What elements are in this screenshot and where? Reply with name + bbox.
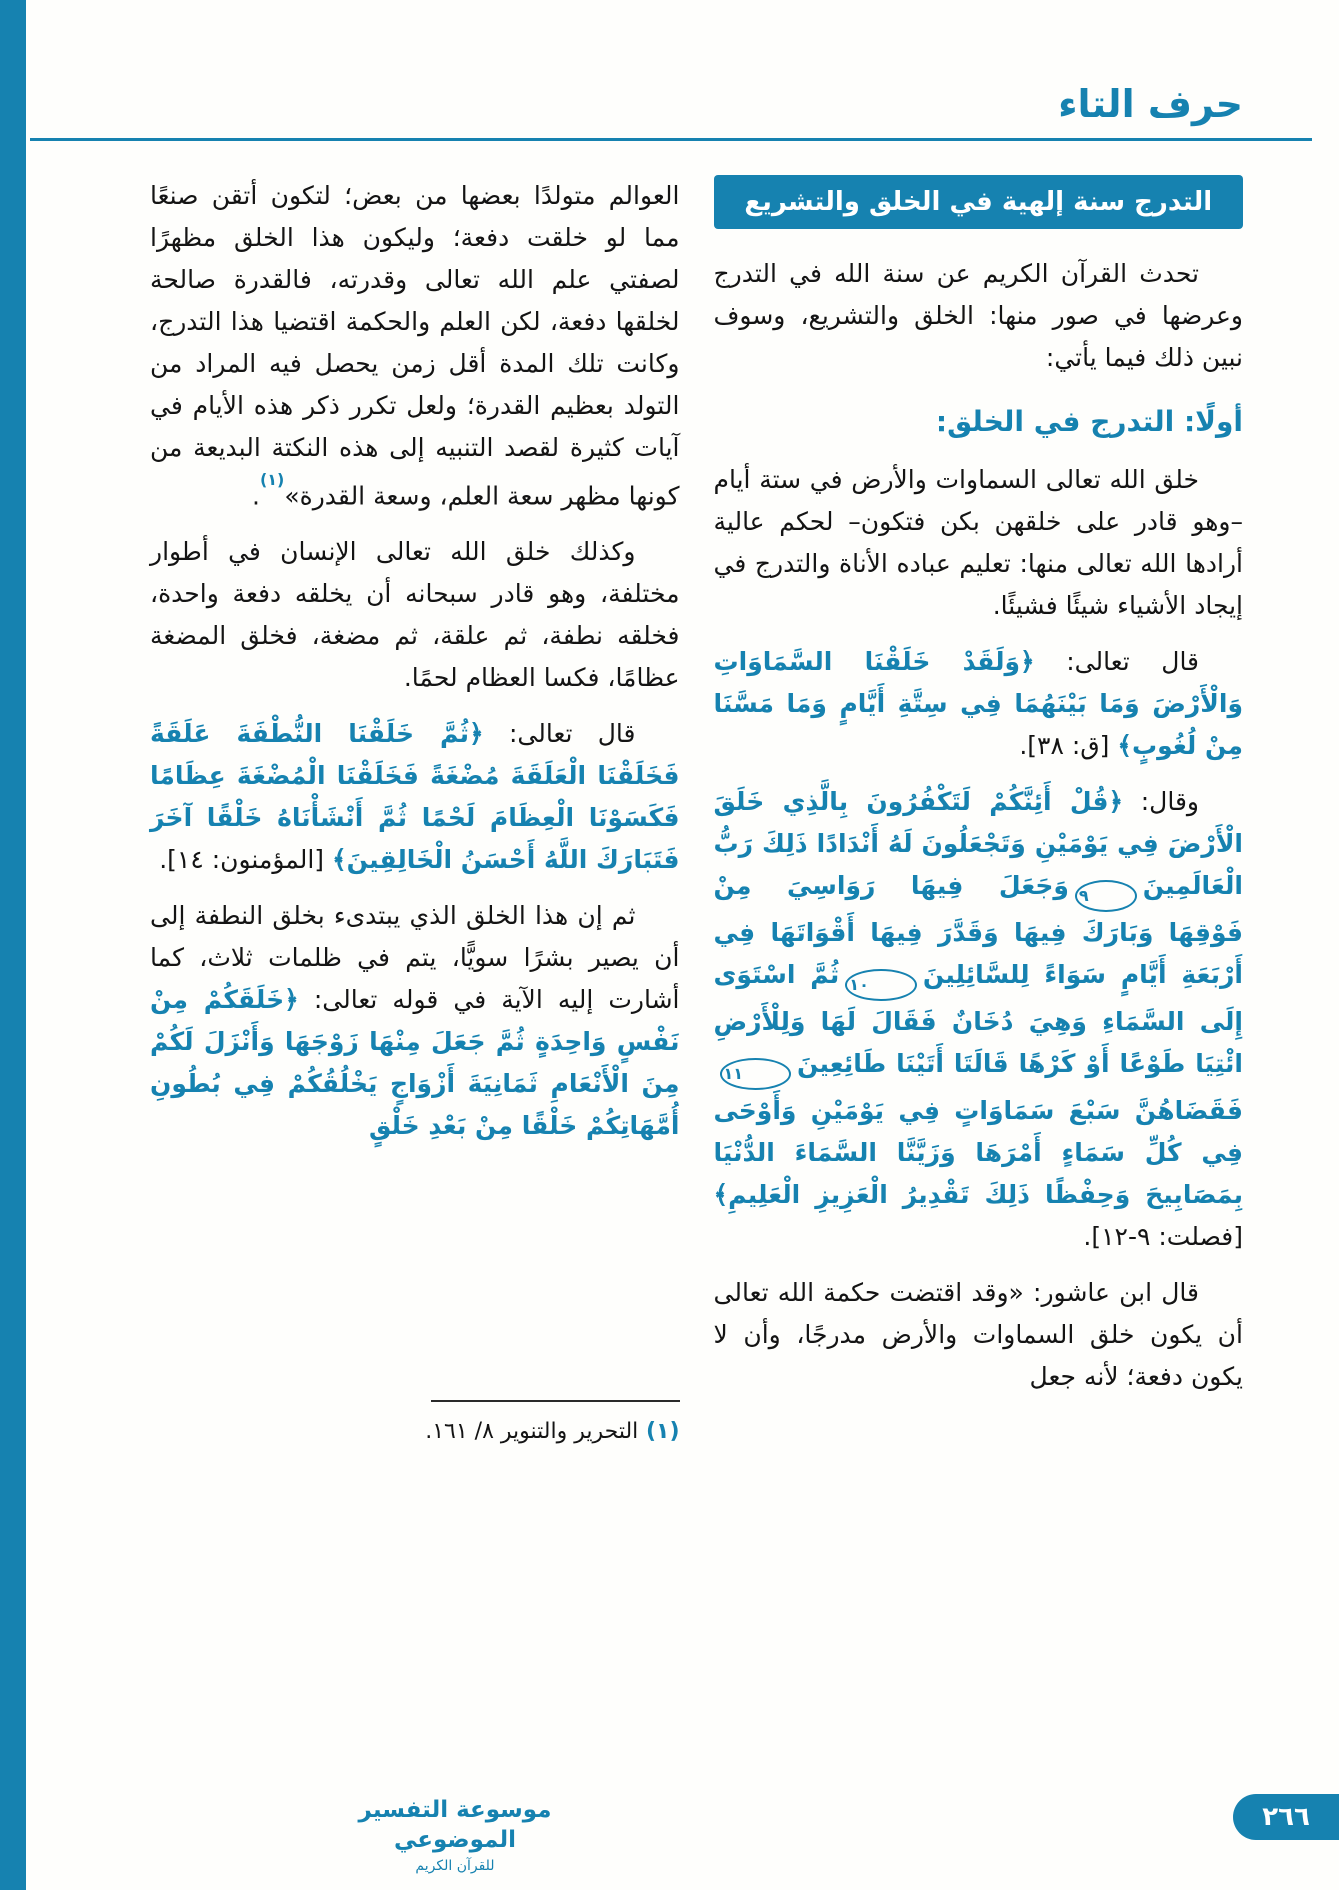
footnote-reference-marker: (١) xyxy=(259,470,285,489)
quran-text: ﴿قُلْ أَئِنَّكُمْ لَتَكْفُرُونَ بِالَّذِي خَلَقَ الْأَرْضَ فِي يَوْمَيْنِ وَتَجْعَلُونَ لَهُ أَنْدَادًا ذَلِكَ رَبُّ الْعَالَمِينَ xyxy=(713,787,1243,900)
verse-paragraph-fussilat xyxy=(714,781,1244,1258)
quran-text: ثُمَّ اسْتَوَى إِلَى السَّمَاءِ وَهِيَ دُخَانٌ فَقَالَ لَهَا وَلِلْأَرْضِ ائْتِيَا طَوْعًا أَوْ كَرْهًا قَالَتَا أَتَيْنَا طَائِعِينَ xyxy=(713,960,1243,1078)
quran-text: ﴿ثُمَّ خَلَقْنَا النُّطْفَةَ عَلَقَةً فَخَلَقْنَا الْعَلَقَةَ مُضْغَةً فَخَلَقْنَا الْمُضْغَةَ عِظَامًا فَكَسَوْنَا الْعِظَامَ لَحْمًا ثُمَّ أَنْشَأْنَاهُ خَلْقًا آخَرَ فَتَبَارَكَ اللَّهُ أَحْسَنُ الْخَالِقِينَ﴾ xyxy=(150,719,680,875)
column-left xyxy=(150,175,680,1450)
ayah-number-badge: ١٠ xyxy=(845,969,917,1001)
footnote-area xyxy=(150,1380,680,1450)
quran-text: ﴿وَلَقَدْ خَلَقْنَا السَّمَاوَاتِ وَالْأَرْضَ وَمَا بَيْنَهُمَا فِي سِتَّةِ أَيَّامٍ وَمَا مَسَّنَا مِنْ لُغُوبٍ﴾ xyxy=(713,647,1243,760)
page-number: ٢٦٦ xyxy=(1262,1802,1310,1832)
section-title: التدرج سنة إلهية في الخلق والتشريع xyxy=(744,187,1213,217)
paragraph-lead-text: ثم إن هذا الخلق الذي يبتدىء بخلق النطفة إلى أن يصير بشرًا سويًّا، يتم في ظلمات ثلاث، كما أشارت إليه الآية في قوله تعالى: xyxy=(150,901,680,1015)
verse-paragraph-muminun xyxy=(150,713,680,881)
paragraph-ibn-ashur-quote: قال ابن عاشور: «وقد اقتضت حكمة الله تعالى أن يكون خلق السماوات والأرض مدرجًا، وأن لا يكون دفعة؛ لأنه جعل xyxy=(713,1278,1243,1391)
ayah-number-badge: ٩ xyxy=(1075,880,1137,912)
footnote-text: التحرير والتنوير ٨/ ١٦١. xyxy=(425,1419,639,1444)
quote-continuation-text: العوالم متولدًا بعضها من بعض؛ لتكون أتقن صنعًا مما لو خلقت دفعة؛ وليكون هذا الخلق مظهرًا لصفتي علم الله تعالى وقدرته، فالقدرة صالحة لخلقها دفعة، لكن العلم والحكمة اقتضيا هذا التدرج، وكانت تلك المدة أقل زمن يحصل فيه المراد من التولد بعظيم القدرة؛ ولعل تكرر ذكر هذه الأيام في آيات كثيرة لقصد التنبيه إلى هذه النكتة البديعة من كونها مظهر سعة العلم، وسعة القدرة» xyxy=(150,181,680,511)
paragraph-human-creation: وكذلك خلق الله تعالى الإنسان في أطوار مختلفة، وهو قادر سبحانه أن يخلقه دفعة واحدة، فخلقه نطفة، ثم علقة، ثم مضغة، فخلق المضغة عظامًا، فكسا العظام لحمًا. xyxy=(150,537,680,693)
quran-text: وَجَعَلَ فِيهَا رَوَاسِيَ مِنْ فَوْقِهَا وَبَارَكَ فِيهَا وَقَدَّرَ فِيهَا أَقْوَاتَهَا فِي أَرْبَعَةِ أَيَّامٍ سَوَاءً لِلسَّائِلِينَ xyxy=(713,871,1243,989)
verse-paragraph-qaf xyxy=(714,641,1244,767)
footnote xyxy=(150,1414,680,1450)
publisher-logo xyxy=(330,1795,580,1874)
footnote-separator xyxy=(431,1400,680,1402)
section-title-box xyxy=(714,175,1244,229)
quran-text: ﴿خَلَقَكُمْ مِنْ نَفْسٍ وَاحِدَةٍ ثُمَّ جَعَلَ مِنْهَا زَوْجَهَا وَأَنْزَلَ لَكُمْ مِنَ الْأَنْعَامِ ثَمَانِيَةَ أَزْوَاجٍ يَخْلُقُكُمْ فِي بُطُونِ أُمَّهَاتِكُمْ خَلْقًا مِنْ بَعْدِ خَلْقٍ xyxy=(150,985,680,1141)
paragraph-intro: تحدث القرآن الكريم عن سنة الله في التدرج وعرضها في صور منها: الخلق والتشريع، وسوف نبين ذلك فيما يأتي: xyxy=(713,259,1243,372)
paragraph-three-darknesses xyxy=(150,895,680,1147)
verse-reference: [فصلت: ٩-١٢]. xyxy=(1083,1222,1243,1251)
footnote-number: (١) xyxy=(638,1419,680,1444)
page-content xyxy=(0,141,1339,1450)
verse-reference: [ق: ٣٨]. xyxy=(1019,731,1118,760)
chapter-title: حرف التاء xyxy=(1058,82,1243,126)
paragraph-quote-continuation xyxy=(150,175,680,517)
publisher-logo-subtitle: للقرآن الكريم xyxy=(415,1858,495,1874)
speech-lead: قال تعالى: xyxy=(483,719,636,749)
subheading-gradual-creation: أولًا: التدرج في الخلق: xyxy=(935,405,1243,438)
spine-stripe xyxy=(0,0,26,1890)
page-number-badge xyxy=(1233,1794,1339,1840)
paragraph-creation: خلق الله تعالى السماوات والأرض في ستة أيام –وهو قادر على خلقهن بكن فتكون– لحكم عالية أرادها الله تعالى منها: تعليم عباده الأناة والتدرج في إيجاد الأشياء شيئًا فشيئًا. xyxy=(713,465,1243,620)
verse-reference: [المؤمنون: ١٤]. xyxy=(159,845,332,875)
sentence-period: . xyxy=(251,481,260,511)
page-header xyxy=(0,0,1339,141)
ayah-number-badge: ١١ xyxy=(720,1058,792,1090)
speech-lead: قال تعالى: xyxy=(1034,647,1200,676)
quran-text: فَقَضَاهُنَّ سَبْعَ سَمَاوَاتٍ فِي يَوْمَيْنِ وَأَوْحَى فِي كُلِّ سَمَاءٍ أَمْرَهَا وَزَيَّنَّا السَّمَاءَ الدُّنْيَا بِمَصَابِيحَ وَحِفْظًا ذَلِكَ تَقْدِيرُ الْعَزِيزِ الْعَلِيمِ﴾ xyxy=(713,1096,1243,1209)
column-right xyxy=(714,175,1244,1412)
speech-lead: وقال: xyxy=(1123,787,1199,816)
publisher-logo-title: موسوعة التفسير الموضوعي xyxy=(358,1797,552,1853)
